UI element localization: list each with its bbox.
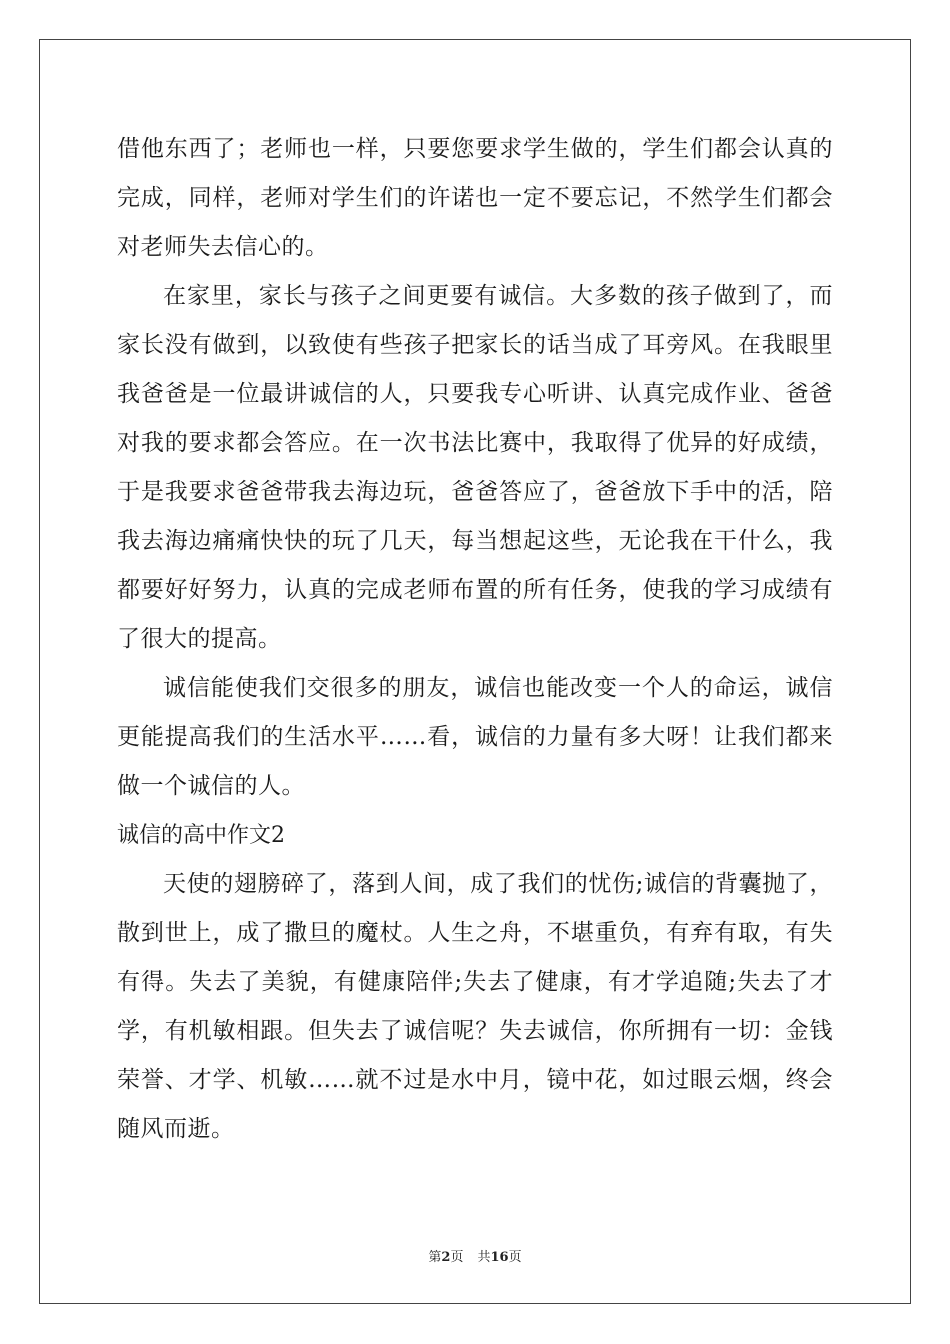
text-line: 我爸爸是一位最讲诚信的人，只要我专心听讲、认真完成作业、爸爸 bbox=[117, 381, 833, 407]
text-line: 都要好好努力，认真的完成老师布置的所有任务，使我的学习成绩有 bbox=[117, 577, 833, 603]
text-line: 我去海边痛痛快快的玩了几天，每当想起这些，无论我在干什么，我 bbox=[117, 528, 833, 554]
text-line: 完成，同样，老师对学生们的许诺也一定不要忘记，不然学生们都会 bbox=[117, 185, 833, 211]
text-line: 荣誉、才学、机敏……就不过是水中月，镜中花，如过眼云烟，终会 bbox=[117, 1067, 833, 1093]
total-pages: 16 bbox=[490, 1250, 509, 1265]
paragraph bbox=[117, 664, 833, 811]
text-line: 有得。失去了美貌，有健康陪伴;失去了健康，有才学追随;失去了才 bbox=[117, 969, 833, 995]
text-line: 借他东西了；老师也一样，只要您要求学生做的，学生们都会认真的 bbox=[117, 136, 833, 162]
text-line: 诚信能使我们交很多的朋友，诚信也能改变一个人的命运，诚信 bbox=[163, 675, 833, 701]
page-suffix: 页 bbox=[450, 1250, 464, 1265]
paragraph bbox=[117, 272, 833, 664]
page-footer bbox=[0, 1246, 950, 1265]
text-line: 家长没有做到，以致使有些孩子把家长的话当成了耳旁风。在我眼里 bbox=[117, 332, 833, 358]
text-line: 做一个诚信的人。 bbox=[117, 773, 305, 799]
total-prefix: 共 bbox=[477, 1250, 491, 1265]
text-line: 更能提高我们的生活水平……看，诚信的力量有多大呀！让我们都来 bbox=[117, 724, 833, 750]
text-line: 对我的要求都会答应。在一次书法比赛中，我取得了优异的好成绩， bbox=[117, 430, 833, 456]
text-line: 散到世上，成了撒旦的魔杖。人生之舟，不堪重负，有弃有取，有失 bbox=[117, 920, 833, 946]
text-line: 学，有机敏相跟。但失去了诚信呢？失去诚信，你所拥有一切：金钱 bbox=[117, 1018, 833, 1044]
text-line: 了很大的提高。 bbox=[117, 626, 282, 652]
page-prefix: 第 bbox=[428, 1250, 442, 1265]
text-line: 天使的翅膀碎了，落到人间，成了我们的忧伤;诚信的背囊抛了， bbox=[163, 871, 833, 897]
paragraph bbox=[117, 125, 833, 272]
paragraph bbox=[117, 860, 833, 1154]
document-body bbox=[117, 125, 833, 1154]
text-line: 于是我要求爸爸带我去海边玩，爸爸答应了，爸爸放下手中的活，陪 bbox=[117, 479, 833, 505]
section-heading: 诚信的高中作文2 bbox=[117, 823, 285, 848]
text-line: 对老师失去信心的。 bbox=[117, 234, 329, 260]
text-line: 随风而逝。 bbox=[117, 1116, 235, 1142]
page-number: 2 bbox=[441, 1250, 451, 1265]
total-suffix: 页 bbox=[508, 1250, 522, 1265]
text-line: 在家里，家长与孩子之间更要有诚信。大多数的孩子做到了，而 bbox=[163, 283, 833, 309]
